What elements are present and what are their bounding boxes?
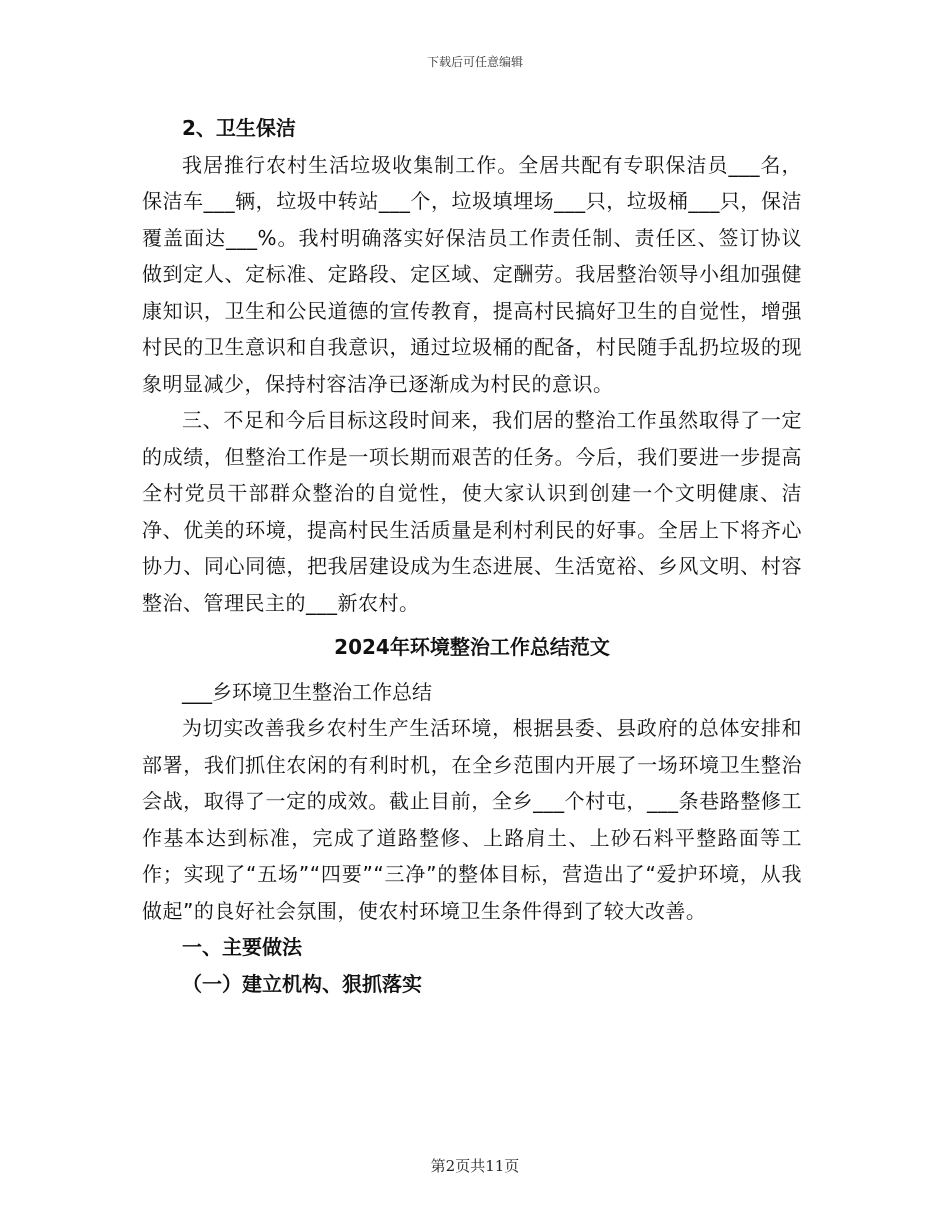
document-subtitle: ___乡环境卫生整治工作总结 [182, 679, 432, 704]
paragraph-shortcomings: 三、不足和今后目标这段时间来，我们居的整治工作虽然取得了一定的成绩，但整治工作是一项长期而艰苦的任务。今后，我们要进一步提高全村党员干部群众整治的自觉性，使大家认识到创建一个文明健康、洁净、优美的环境，提高村民生活质量是利村利民的好事。全居上下将齐心协力、同心同德，把我居建设成为生态进展、生活宽裕、乡风文明、村容整治、管理民主的___新农村。 [142, 408, 802, 615]
document-title: 2024年环境整治工作总结范文 [334, 635, 610, 659]
section-heading-hygiene: 2、卫生保洁 [182, 116, 296, 140]
page-number: 第2页共11页 [430, 1157, 520, 1175]
paragraph-hygiene: 我居推行农村生活垃圾收集制工作。全居共配有专职保洁员___名，保洁车___辆，垃圾中转站___个，垃圾填埋场___只，垃圾桶___只，保洁覆盖面达___%。我村明确落实好保洁员工作责任制、责任区、签订协议做到定人、定标准、定路段、定区域、定酬劳。我居整治领导小组加强健康知识，卫生和公民道德的宣传教育，提高村民搞好卫生的自觉性，增强村民的卫生意识和自我意识，通过垃圾桶的配备，村民随手乱扔垃圾的现象明显减少，保持村容洁净已逐渐成为村民的意识。 [142, 152, 802, 396]
document-body [142, 110, 802, 1002]
heading-establish-organization: （一）建立机构、狠抓落实 [182, 971, 422, 996]
header-note: 下载后可任意编辑 [426, 55, 523, 69]
heading-main-practices: 一、主要做法 [182, 935, 302, 959]
paragraph-intro: 为切实改善我乡农村生产生活环境，根据县委、县政府的总体安排和部署，我们抓住农闲的有利时机，在全乡范围内开展了一场环境卫生整治会战，取得了一定的成效。截止目前，全乡___个村屯，___条巷路整修工作基本达到标准，完成了道路整修、上路肩土、上砂石料平整路面等工作；实现了“五场”“四要”“三净”的整体目标，营造出了“爱护环境，从我做起”的良好社会氛围，使农村环境卫生条件得到了较大改善。 [142, 716, 802, 923]
